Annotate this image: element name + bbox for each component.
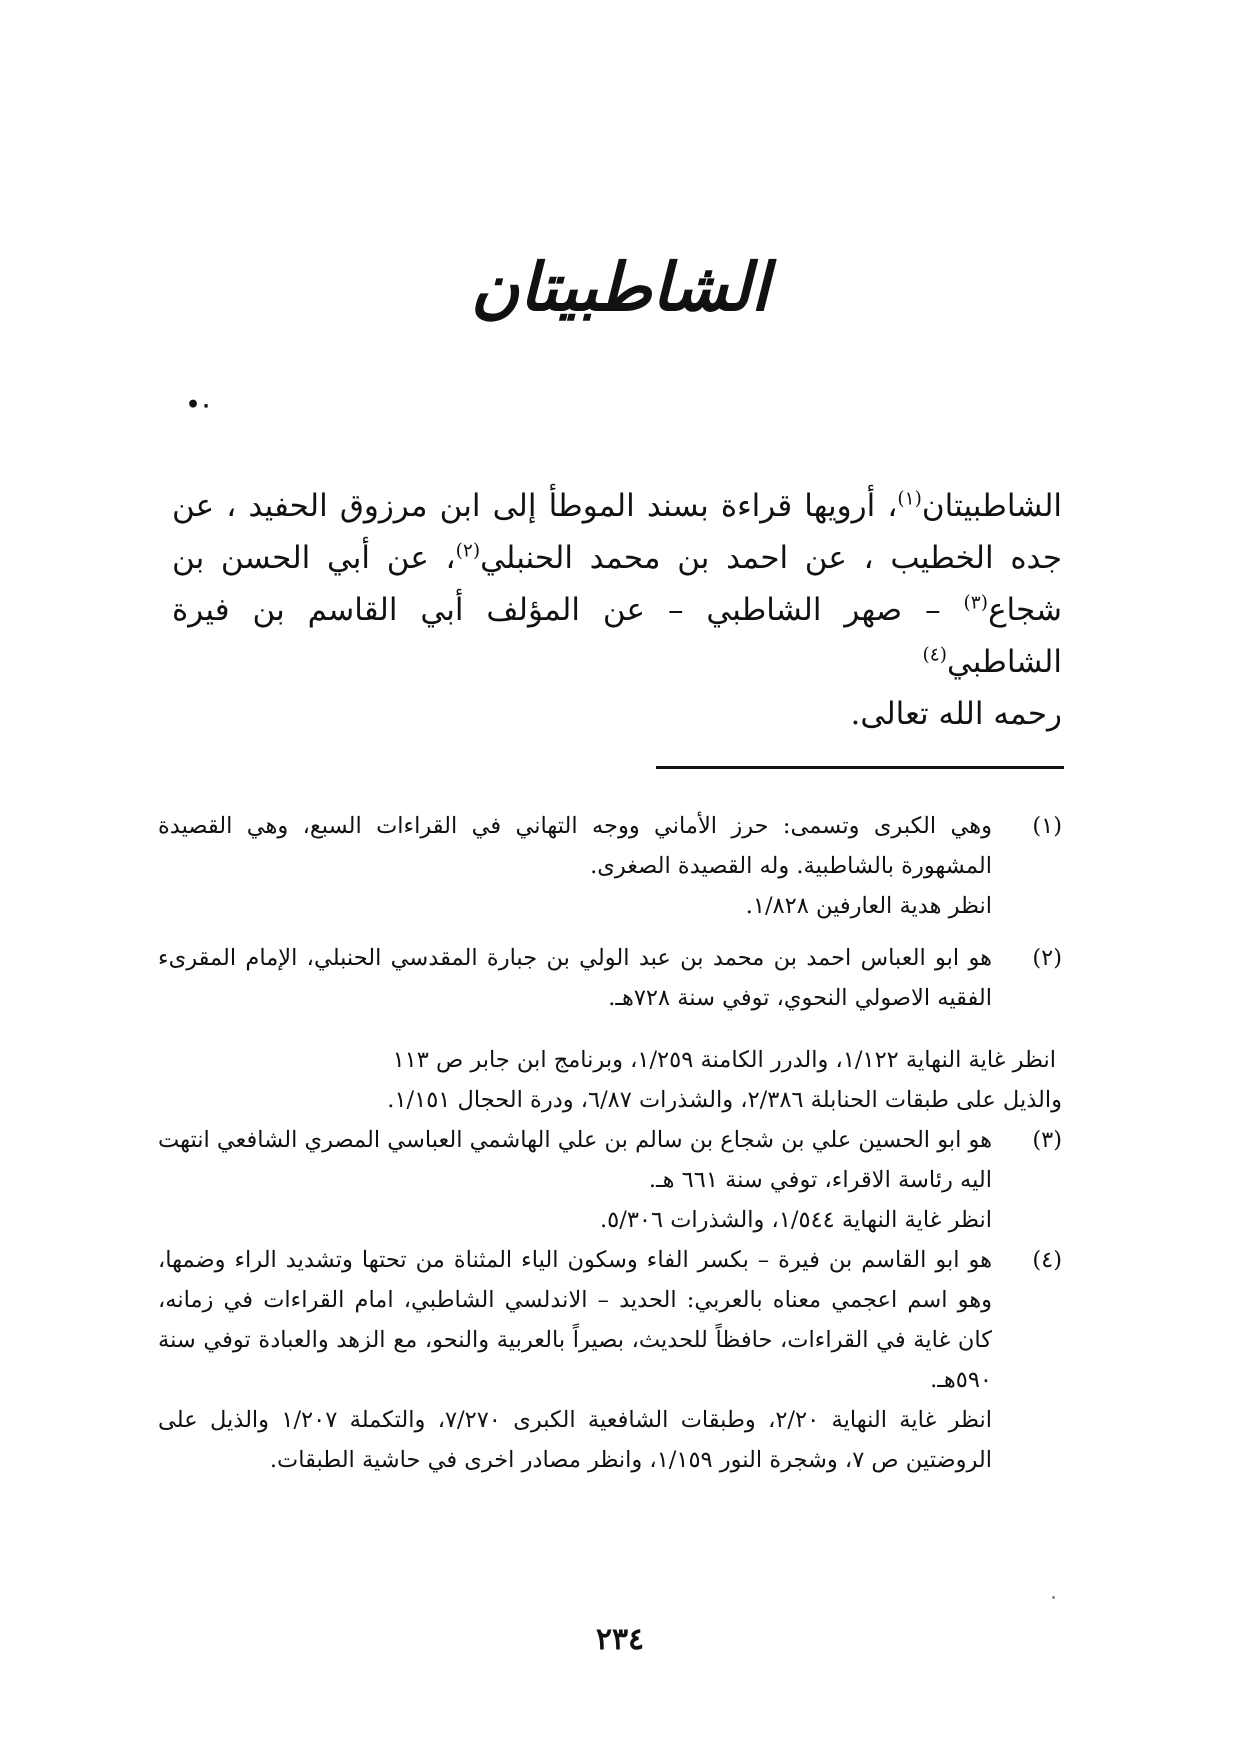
body-text-segment: الشاطبيتان [921, 488, 1062, 524]
footnote-reference: انظر غاية النهاية ١/١٢٢، والدرر الكامنة ١/٢٥٩، وبرنامج ابن جابر ص ١١٣ [392, 1047, 1056, 1073]
ornament-mark: •٠ [186, 392, 212, 418]
footnote-number: (٤) [1032, 1247, 1062, 1273]
footnote-text: هو ابو الحسين علي بن شجاع بن سالم بن علي الهاشمي العباسي المصري الشافعي انتهت اليه رئاسة الاقراء، توفي سنة ٦٦١ هـ. [158, 1127, 992, 1193]
body-text-segment: ، عن أبي الحسن بن شجاع [172, 540, 1062, 628]
footnote-number: (٣) [1032, 1127, 1062, 1153]
footnote-text: وهي الكبرى وتسمى: حرز الأماني ووجه التهاني في القراءات السبع، وهي القصيدة المشهورة بالشاطبية. وله القصيدة الصغرى. [158, 813, 992, 879]
page-number: ٢٣٤ [595, 1622, 645, 1657]
footnotes [158, 806, 1062, 1480]
scan-speck [1052, 1596, 1055, 1599]
chapter-title: الشاطبيتان [470, 248, 770, 326]
footnote-ref-4: (٤) [922, 644, 947, 666]
footnote-text: هو ابو القاسم بن فيرة – بكسر الفاء وسكون الياء المثناة من تحتها وتشديد الراء وضمها، وهو اسم اعجمي معناه بالعربي: الحديد – الاندلسي الشاطبي، امام القراءات في زمانه، كان غاية في القراءات، حافظاً للحديث، بصيراً بالعربية والنحو، مع الزهد والعبادة توفي سنة ٥٩٠هـ. [158, 1247, 992, 1393]
footnote-2 [158, 938, 1062, 1120]
footnote-separator [656, 766, 1064, 769]
footnote-body [158, 1240, 992, 1480]
footnote-body [158, 1120, 992, 1240]
footnote-ref-1: (١) [897, 488, 922, 510]
footnote-ref-3: (٣) [963, 592, 989, 614]
footnote-number: (٢) [1032, 945, 1062, 971]
footnote-text: هو ابو العباس احمد بن محمد بن عبد الولي بن جبارة المقدسي الحنبلي، الإمام المقرىء الفقيه الاصولي النحوي، توفي سنة ٧٢٨هـ. [158, 945, 992, 1011]
main-paragraph [172, 480, 1062, 740]
footnote-body [158, 938, 1062, 1120]
footnote-reference: انظر غاية النهاية ١/٥٤٤، والشذرات ٥/٣٠٦. [600, 1207, 992, 1233]
footnote-reference: انظر هدية العارفين ١/٨٢٨. [745, 893, 992, 919]
footnote-reference: والذيل على طبقات الحنابلة ٢/٣٨٦، والشذرات ٦/٨٧، ودرة الحجال ١/١٥١. [387, 1087, 1062, 1113]
footnote-4 [158, 1240, 1062, 1480]
body-text-segment: ، أرويها قراءة بسند الموطأ إلى ابن مرزوق الحفيد ، عن جده الخطيب ، عن احمد بن محمد الحنبلي [172, 488, 1062, 576]
footnote-number: (١) [1032, 813, 1062, 839]
footnote-3 [158, 1120, 1062, 1240]
footnote-body [158, 806, 992, 926]
body-text-segment: – صهر الشاطبي – عن المؤلف أبي القاسم بن فيرة الشاطبي [172, 592, 1062, 680]
footnote-reference: انظر غاية النهاية ٢/٢٠، وطبقات الشافعية الكبرى ٧/٢٧٠، والتكملة ١/٢٠٧ والذيل على الروضتين ص ٧، وشجرة النور ١/١٥٩، وانظر مصادر اخرى في حاشية الطبقات. [158, 1407, 992, 1473]
body-text-closing: رحمه الله تعالى. [850, 696, 1062, 732]
footnote-1 [158, 806, 1062, 926]
footnote-ref-2: (٢) [455, 540, 481, 562]
